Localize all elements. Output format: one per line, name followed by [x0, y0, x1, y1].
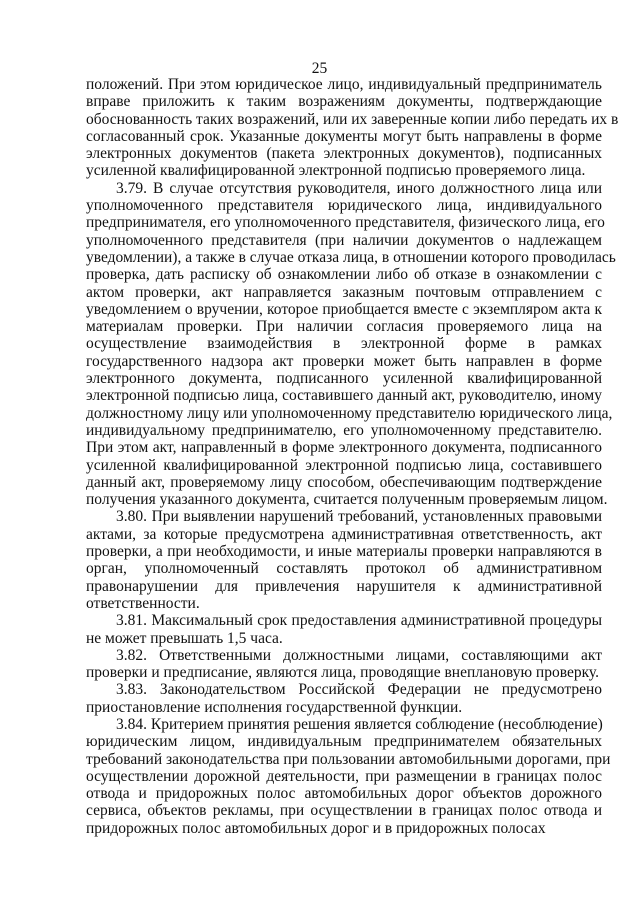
- paragraph-p-3-80: [86, 508, 602, 612]
- text-line: 3.80. При выявлении нарушений требований, установленных правовыми: [116, 508, 602, 526]
- text-line: должностному лицу или уполномоченному представителю юридического лица,: [86, 404, 613, 422]
- text-line: уведомлением о вручении, которое приобщается вместе с экземпляром акта к: [86, 300, 602, 318]
- text-line: проверки, а при необходимости, и иные материалы проверки направляются в: [86, 543, 602, 561]
- paragraph-continuation: [86, 76, 619, 180]
- text-line: осуществлении дорожной деятельности, при размещении в границах полос: [86, 767, 602, 785]
- text-line: проверка, дать расписку об ознакомлении либо об отказе в ознакомлении с: [86, 266, 602, 284]
- text-line: юридическим лицом, индивидуальным предпринимателем обязательных: [86, 733, 602, 751]
- text-line: государственного надзора акт проверки может быть направлен в форме: [86, 352, 602, 370]
- text-line: отвода и придорожных полос автомобильных дорог объектов дорожного: [86, 785, 602, 803]
- text-line: усиленной квалифицированной электронной подписью лица, составившего: [86, 456, 602, 474]
- text-line: 3.84. Критерием принятия решения является соблюдение (несоблюдение): [116, 715, 603, 733]
- paragraph-p-3-82: [86, 647, 602, 682]
- text-line: сервиса, объектов рекламы, при осуществлении в границах полос отвода и: [86, 802, 602, 820]
- text-line: предпринимателя, его уполномоченного представителя, физического лица, его: [86, 214, 605, 232]
- text-line: уполномоченного представителя (при наличии документов о надлежащем: [86, 231, 602, 249]
- text-line: электронных документов (пакета электронных документов), подписанных: [86, 145, 602, 163]
- text-line: уведомлении), а также в случае отказа лица, в отношении которого проводилась: [86, 248, 616, 266]
- text-line: электронного документа, подписанного усиленной квалифицированной: [86, 370, 602, 388]
- text-line: требований законодательства при пользовании автомобильными дорогами, при: [86, 750, 611, 768]
- text-line: 3.82. Ответственными должностными лицами, составляющими акт: [116, 646, 602, 664]
- document-body: [86, 76, 619, 837]
- text-line: согласованный срок. Указанные документы могут быть направлены в форме: [86, 127, 602, 145]
- text-line: ответственности.: [86, 594, 200, 612]
- text-line: 3.83. Законодательством Российской Федерации не предусмотрено: [116, 681, 602, 699]
- text-line: актами, за которые предусмотрена административная ответственность, акт: [86, 525, 602, 543]
- text-line: правонарушении для привлечения нарушителя к административной: [86, 577, 602, 595]
- text-line: придорожных полос автомобильных дорог и в придорожных полосах: [86, 819, 546, 837]
- text-line: электронной подписью лица, составившего данный акт, руководителю, иному: [86, 387, 602, 405]
- paragraph-p-3-81: [86, 612, 602, 647]
- text-line: приостановление исполнения государственной функции.: [86, 698, 463, 716]
- paragraph-p-3-84: [86, 715, 611, 837]
- text-line: 3.79. В случае отсутствия руководителя, иного должностного лица или: [116, 179, 602, 197]
- text-line: При этом акт, направленный в форме электронного документа, подписанного: [86, 439, 602, 457]
- text-line: вправе приложить к таким возражениям документы, подтверждающие: [86, 93, 602, 111]
- text-line: орган, уполномоченный составлять протокол об административном: [86, 560, 602, 578]
- paragraph-p-3-83: [86, 681, 602, 716]
- paragraph-p-3-79: [86, 179, 616, 509]
- text-line: индивидуальному предпринимателю, его уполномоченному представителю.: [86, 421, 602, 439]
- text-line: положений. При этом юридическое лицо, индивидуальный предприниматель: [86, 76, 602, 93]
- page-number: 25: [311, 60, 328, 77]
- text-line: осуществление взаимодействия в электронной форме в рамках: [86, 335, 602, 353]
- text-line: не может превышать 1,5 часа.: [86, 629, 283, 647]
- text-line: 3.81. Максимальный срок предоставления административной процедуры: [116, 612, 602, 630]
- text-line: получения указанного документа, считается полученным проверяемым лицом.: [86, 491, 608, 509]
- text-line: актом проверки, акт направляется заказным почтовым отправлением с: [86, 283, 602, 301]
- text-line: обоснованность таких возражений, или их заверенные копии либо передать их в: [86, 110, 619, 128]
- text-line: данный акт, проверяемому лицу способом, обеспечивающим подтверждение: [86, 473, 602, 491]
- text-line: уполномоченного представителя юридического лица, индивидуального: [86, 197, 602, 215]
- text-line: усиленной квалифицированной электронной подписью проверяемого лица.: [86, 162, 586, 180]
- text-line: проверки и предписание, являются лица, проводящие внеплановую проверку.: [86, 664, 599, 682]
- text-line: материалам проверки. При наличии согласия проверяемого лица на: [86, 318, 602, 336]
